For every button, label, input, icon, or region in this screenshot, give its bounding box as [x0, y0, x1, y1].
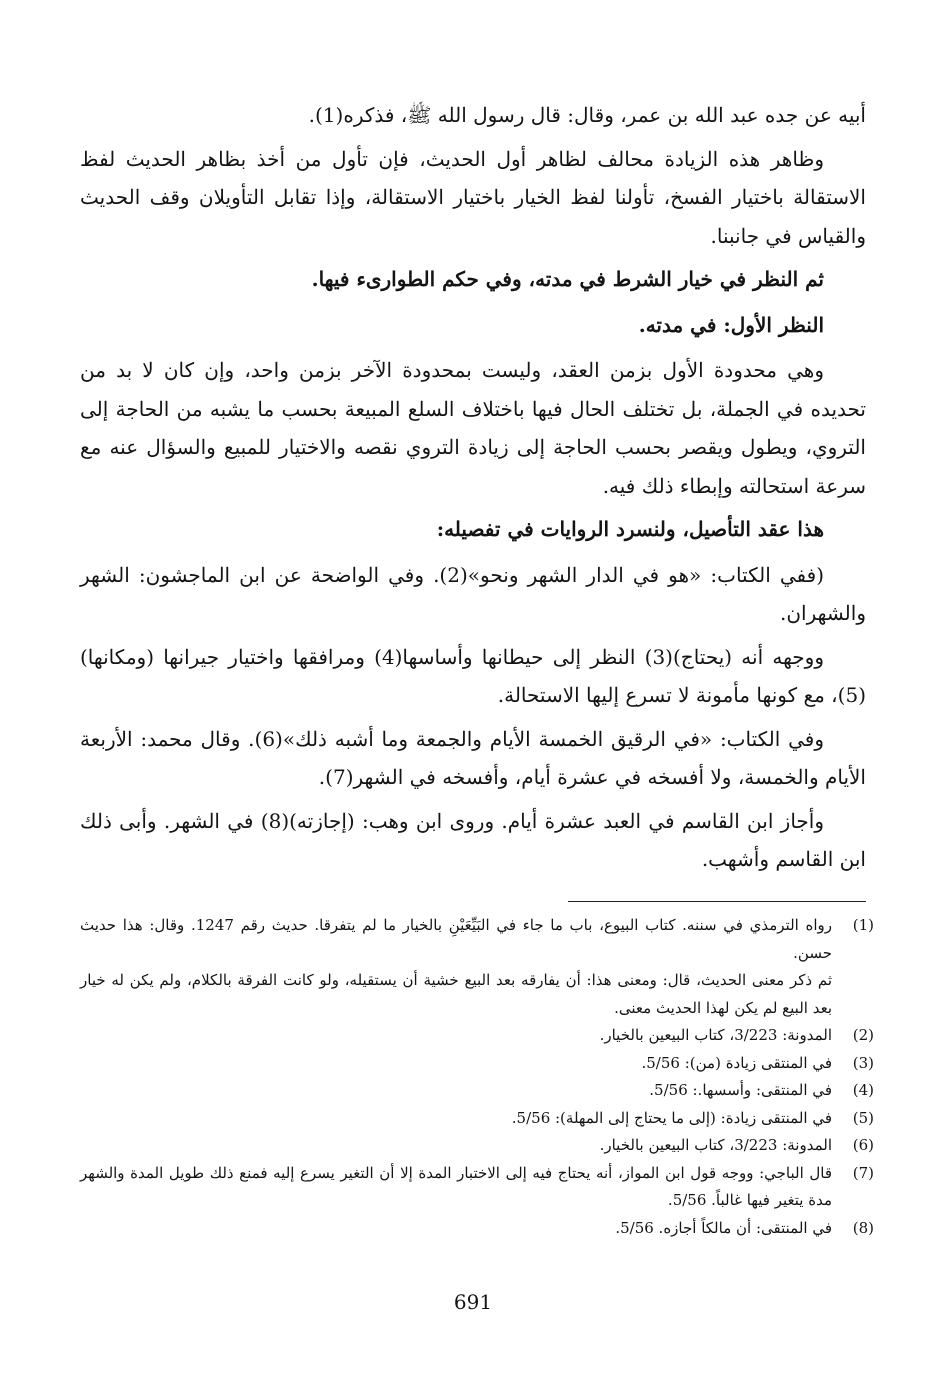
- page-number: 691: [453, 1290, 493, 1314]
- paragraph: أبيه عن جده عبد الله بن عمر، وقال: قال رسول الله ﷺ، فذكره(1).: [308, 103, 866, 127]
- footnote-text: [80, 1105, 832, 1133]
- paragraph: وأجاز ابن القاسم في العبد عشرة أيام. وروى ابن وهب: (إجازته)(8) في الشهر. وأبى ذلك ابن القاسم وأشهب.: [80, 808, 866, 871]
- footnote-number: (1): [852, 916, 874, 934]
- footnote-number: (7): [852, 1163, 874, 1182]
- paragraph: وهي محدودة الأول بزمن العقد، وليست بمحدودة الآخر بزمن واحد، وإن كان لا بد من تحديده في الجملة، بل تختلف الحال فيها باختلاف السلع المبيعة بحسب ما يشبه من الحاجة إلى التروي، ويطول ويقصر بحسب الحاجة إلى زيادة التروي نقصه والاختيار للمبيع والسؤال عنه مع سرعة استحالته وإبطاء ذلك فيه.: [80, 358, 866, 498]
- footnote: [80, 1022, 874, 1050]
- footnote-text: [80, 912, 832, 1022]
- footnote-text: [80, 1215, 832, 1243]
- footnote: [80, 1105, 874, 1133]
- footnote-line: ثم ذكر معنى الحديث، قال: ومعنى هذا: أن يفارقه بعد البيع خشية أن يستقيله، ولو كانت الفرقة بالكلام، ولم يكن له خيار بعد البيع لم يكن لهذا الحديث معنى.: [80, 971, 833, 1017]
- section-heading: ثم النظر في خيار الشرط في مدته، وفي حكم الطوارىء فيها.: [311, 267, 824, 291]
- footnote: [80, 1077, 874, 1105]
- footnote-line: في المنتقى: أن مالكاً أجازه. 5/56.: [615, 1218, 832, 1237]
- footnote-number: (2): [852, 1026, 874, 1044]
- footnote-line: في المنتقى زيادة: (إلى ما يحتاج إلى المهلة): 5/56.: [511, 1108, 832, 1127]
- paragraph: (ففي الكتاب: «هو في الدار الشهر ونحو»(2). وفي الواضحة عن ابن الماجشون: الشهر والشهران.: [80, 562, 866, 625]
- footnote-text: [80, 1077, 832, 1105]
- footnote-number: (5): [852, 1108, 874, 1127]
- footnote-number: (3): [852, 1053, 874, 1072]
- footnote-divider: [568, 901, 866, 902]
- footnote-line: المدونة: 3/223، كتاب البيعين بالخيار.: [599, 1136, 832, 1154]
- footnote-number: (8): [852, 1218, 874, 1237]
- paragraph: وظاهر هذه الزيادة محالف لظاهر أول الحديث، فإن تأول من أخذ بظاهر الحديث لفظ الاستقالة باختيار الفسخ، تأولنا لفظ الخيار باختيار الاستقالة، وإذا تقابل التأويلان وقف الحديث والقياس في جانبنا.: [80, 146, 866, 248]
- section-heading: هذا عقد التأصيل، ولنسرد الروايات في تفصيله:: [436, 517, 824, 541]
- paragraph: وفي الكتاب: «في الرقيق الخمسة الأيام والجمعة وما أشبه ذلك»(6). وقال محمد: الأربعة الأيام والخمسة، ولا أفسخه في عشرة أيام، وأفسخه في الشهر(7).: [80, 726, 866, 789]
- footnote-line: في المنتقى زيادة (من): 5/56.: [641, 1053, 832, 1072]
- footnote: [80, 1132, 874, 1160]
- paragraph: ووجهه أنه (يحتاج)(3) النظر إلى حيطانها وأساسها(4) ومرافقها واختيار جيرانها (ومكانها)(5)، مع كونها مأمونة لا تسرع إليها الاستحالة.: [80, 644, 866, 707]
- footnote-line: قال الباجي: ووجه قول ابن المواز، أنه يحتاج فيه إلى الاختبار المدة إلا أن التغير يسرع إليه فمنع ذلك طويل المدة والشهر مدة يتغير فيها غالباً. 5/56.: [80, 1163, 832, 1209]
- footnotes: [80, 912, 874, 1242]
- footnote-line: في المنتقى: وأسسها.: 5/56.: [649, 1081, 832, 1099]
- footnote: [80, 912, 874, 1022]
- footnote-line: المدونة: 3/223، كتاب البيعين بالخيار.: [599, 1026, 832, 1044]
- footnote-text: [80, 1050, 832, 1078]
- footnote: [80, 1215, 874, 1243]
- footnote-text: [80, 1132, 832, 1160]
- footnote: [80, 1160, 874, 1215]
- footnote-number: (6): [852, 1136, 874, 1154]
- footnote-line: رواه الترمذي في سننه. كتاب البيوع، باب ما جاء في البَيِّعَيْنِ بالخيار ما لم يتفرقا. حديث رقم 1247. وقال: هذا حديث حسن.: [80, 916, 832, 962]
- footnote-text: [80, 1022, 832, 1050]
- footnote: [80, 1050, 874, 1078]
- section-heading: النظر الأول: في مدته.: [638, 312, 824, 337]
- main-text: [80, 96, 866, 884]
- footnote-text: [80, 1160, 832, 1215]
- footnote-number: (4): [852, 1081, 874, 1099]
